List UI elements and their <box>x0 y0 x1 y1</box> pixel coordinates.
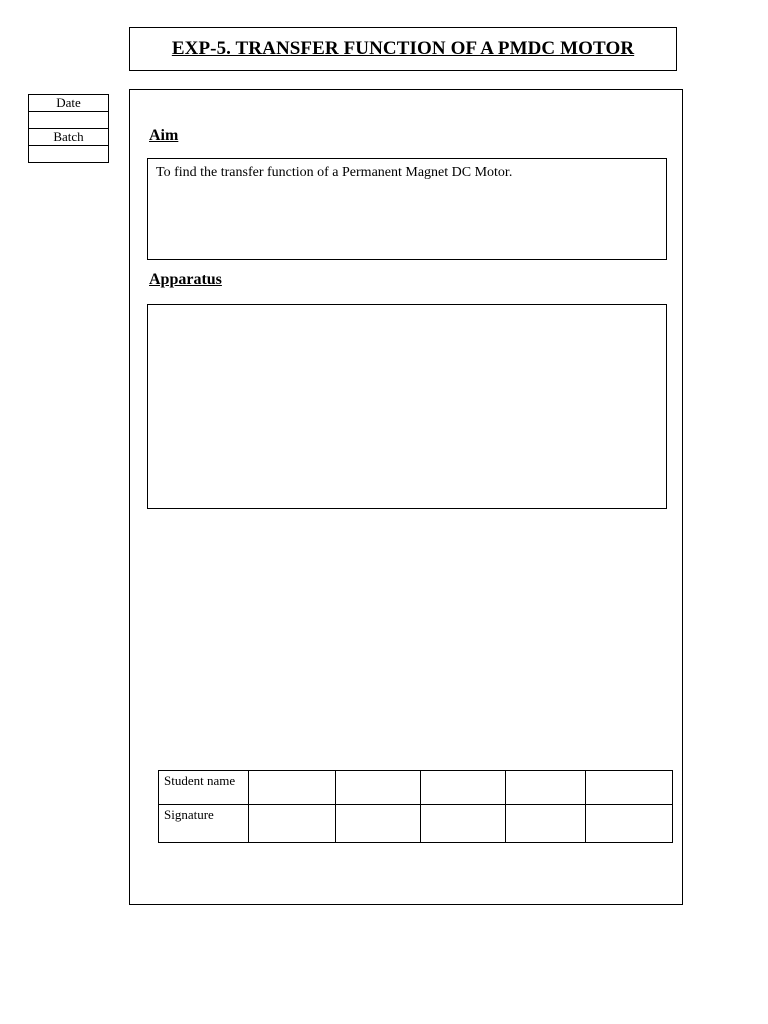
signature-cell[interactable] <box>506 805 586 843</box>
apparatus-heading: Apparatus <box>149 271 222 288</box>
student-name-cell[interactable] <box>586 771 673 805</box>
title-box <box>129 27 677 71</box>
signature-cell[interactable] <box>336 805 421 843</box>
signature-cell[interactable] <box>249 805 336 843</box>
aim-box <box>147 158 667 260</box>
table-row <box>159 805 673 843</box>
aim-heading: Aim <box>149 127 179 144</box>
batch-value-field[interactable] <box>29 146 109 163</box>
signature-label: Signature <box>159 805 249 843</box>
date-value-field[interactable] <box>29 112 109 129</box>
student-name-label: Student name <box>159 771 249 805</box>
signature-cell[interactable] <box>586 805 673 843</box>
signature-cell[interactable] <box>421 805 506 843</box>
apparatus-box[interactable] <box>147 304 667 509</box>
student-name-cell[interactable] <box>421 771 506 805</box>
student-name-cell[interactable] <box>506 771 586 805</box>
student-name-cell[interactable] <box>336 771 421 805</box>
signature-table <box>158 770 673 843</box>
page-title: EXP-5. TRANSFER FUNCTION OF A PMDC MOTOR <box>171 38 635 59</box>
date-label: Date <box>29 95 109 112</box>
aim-text: To find the transfer function of a Permanent Magnet DC Motor. <box>156 165 513 180</box>
table-row <box>159 771 673 805</box>
student-name-cell[interactable] <box>249 771 336 805</box>
date-batch-table <box>28 94 109 163</box>
batch-label: Batch <box>29 129 109 146</box>
